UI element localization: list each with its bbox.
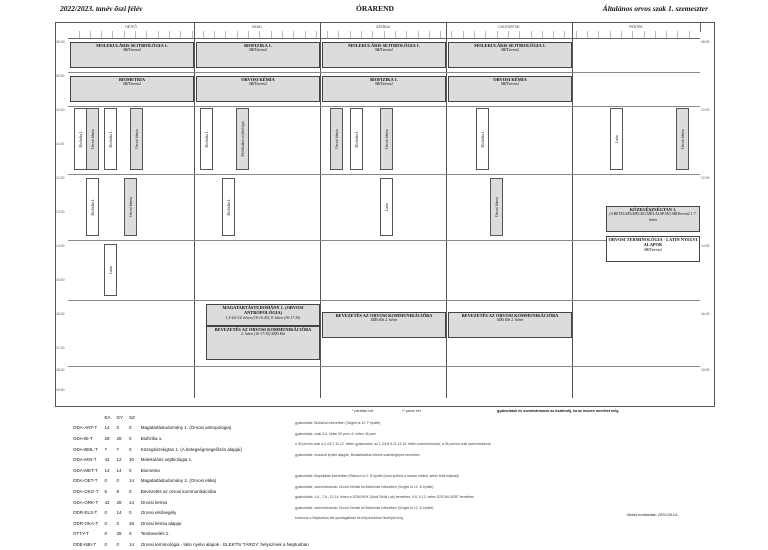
practice-cell[interactable]: Latin (380, 178, 393, 236)
lecture-block[interactable]: MAGATARTÁSTUDOMÁNY 1. (ORVOSI ANTROPOLÓGIA) 1,3-4,6-14. héten (16-16:45), 8. héten (16-17:30) (206, 304, 320, 326)
practice-cell[interactable]: Biofizika 1. (200, 108, 213, 170)
time-label: 16:00 (701, 312, 710, 316)
time-label: 18:00 (701, 368, 710, 372)
time-label: 14:00 (56, 244, 65, 248)
table-row: OTTY-T 0 28 0 Testnevelés 1. (73, 531, 170, 537)
practice-cell[interactable]: Biofizika 1. (86, 178, 99, 236)
practice-cell[interactable]: Orvosi kémia (130, 108, 143, 170)
time-label: 15:00 (56, 278, 65, 282)
time-label: 18:00 (56, 368, 65, 372)
col-head-ea: EA (104, 414, 111, 420)
day-header-monday: HÉTFŐ (68, 23, 195, 32)
note-line: gyakorlatok: 1-6., 7-8., 13-14. héten a SZIM MSK (Modl Skills Lab) termében, 9-6, 9-12. héten SZIGIM-GEBT termében (295, 495, 475, 500)
practice-cell[interactable]: Biofizika 1. (350, 108, 363, 170)
note-line (295, 460, 491, 471)
time-label: 17:00 (56, 346, 65, 350)
hour-line (68, 300, 700, 301)
practice-cell[interactable]: Molekuláris sejtbiológia (236, 108, 249, 170)
lecture-block[interactable]: BEVEZETÉS AZ ORVOSI KOMMUNIKÁCIÓBA SZEt Ebt 2. héten (448, 312, 572, 338)
practice-cell[interactable]: Orvosi kémia (490, 178, 503, 236)
program-title: Általános orvos szak 1. szemeszter (602, 4, 708, 13)
lecture-block[interactable]: BIOFIZIKA 1. SBITterem2 (196, 42, 320, 68)
time-label: 12:00 (56, 176, 65, 180)
lecture-block[interactable]: BIOMETRIA SBITterem2 (70, 76, 194, 102)
table-row: ODR-OKA-T 0 0 28 Orvosi kémia alapjai (73, 520, 182, 526)
day-header-tuesday: KEDD (194, 23, 321, 32)
note-line: kurzusok a Neptunban lett sportágakban és időpontokban hirdetjük meg (295, 516, 404, 521)
note-line: gyakorlatok: elosztott épület alapján, Biostatisztikai Intézet számítógépes termében (295, 452, 420, 457)
practice-cell[interactable]: Orvosi kémia (124, 178, 137, 236)
practice-cell[interactable]: Orvosi kémia (86, 108, 99, 170)
practice-cell[interactable]: Orvosi kémia (380, 108, 393, 170)
practice-cell[interactable]: Biofizika 1. (222, 178, 235, 236)
time-label: 08:00 (56, 40, 65, 44)
lecture-block[interactable]: ORVOSI KÉMIA SBITterem2 (196, 76, 320, 102)
time-label: 09:00 (56, 74, 65, 78)
lecture-block[interactable]: ORVOSI TERMINOLÓGIA - LATIN NYELVI ALAPOK SBITterem2 (606, 236, 700, 262)
time-label: 08:00 (701, 40, 710, 44)
col-head-gy: GY (116, 414, 124, 420)
time-column-left (55, 38, 68, 398)
lecture-block[interactable]: KÖZEGÉSZSÉGTAN 1. (A BETEGSÉGMEGELŐZÉS ALAPJAI) SBITterem2 1-7. héten (606, 206, 700, 232)
time-label: 19:00 (56, 388, 65, 392)
hour-line (68, 366, 700, 367)
note-line: a 90 perces órák a 2,4,6,7,10,12. héten gyakorlatok, az 1,3,5,8,9,11,13,14. héten szemináriumok, a 45 perces órák szemináriumok (295, 442, 491, 447)
course-table (70, 412, 312, 550)
day-header-friday: PÉNTEK (572, 23, 701, 32)
col-head-sz: SZ (129, 414, 135, 420)
note-line: gyakorlatok: Biofizikai Intézetben (Szigeti út 12. F épület) (295, 421, 381, 425)
table-row: ODR-ELS-T 0 14 0 Orvosi elsősegély (73, 510, 177, 516)
time-label: 10:00 (56, 108, 65, 112)
time-label: 14:00 (701, 244, 710, 248)
lecture-block[interactable]: MOLEKULÁRIS SEJTBIOLÓGIA 1. SBITterem2 (322, 42, 446, 68)
table-row: ODA-BML-T 7 7 0 Közegészségtan 1. (A betegségmegelőzés alapjai) (73, 446, 242, 452)
practice-cell[interactable]: Biofizika 1. (476, 108, 489, 170)
practice-cell[interactable]: Orvosi kémia (330, 108, 343, 170)
day-header-thursday: CSÜTÖRTÖK (446, 23, 573, 32)
note-line: gyakorlatok, szemináriumok: Orvosi Kémiai és Biokémiai Intézetben (Szigeti út 12. D épület) (295, 484, 434, 489)
table-row: ODA-BI-T 28 28 0 Biofizika 1. (73, 435, 163, 441)
practice-cell[interactable]: Orvosi kémia (676, 108, 689, 170)
table-row: ODA-ORK-T 42 28 14 Orvosi kémia (73, 499, 168, 505)
hour-line (68, 72, 700, 73)
time-column-right (700, 38, 713, 398)
lecture-block[interactable]: BIOFIZIKA 1. SBITterem2 (322, 76, 446, 102)
time-label: 16:00 (56, 312, 65, 316)
semester-title: 2022/2023. tanév őszi félév (60, 4, 143, 13)
practice-cell[interactable]: Latin (104, 244, 117, 296)
legend-odd-week: * páratlan hét (352, 409, 374, 413)
note-line: gyakorlatok: csak 3-5. héten 90 perc, 6. héten 45 perc (295, 431, 377, 436)
lecture-block[interactable]: BEVEZETÉS AZ ORVOSI KOMMUNIKÁCIÓBA SZEt Ebt 2. héten (322, 312, 446, 338)
hour-line (68, 174, 700, 175)
course-notes (295, 418, 491, 524)
last-modified: Utolsó módosítás: 2022.09.14. (626, 513, 678, 517)
table-row: ODA-OKG-T 6 8 0 Bevezetés az orvosi kommunikációba (73, 488, 217, 494)
time-label: 13:00 (56, 210, 65, 214)
time-label: 12:00 (701, 176, 710, 180)
table-row: ODA-OET-T 0 0 14 Magatartástudomány 2. (Orvosi etika) (73, 478, 217, 484)
schedule-title: ÓRAREND (356, 4, 394, 13)
legend-even-week: ** páros hét (402, 409, 421, 413)
time-label: 11:00 (56, 142, 65, 146)
note-line: gyakorlatok, szemináriumok: Orvosi Kémiai és Biokémiai Intézetben (Szigeti út 12. D épület) (295, 505, 434, 510)
day-divider (320, 23, 321, 398)
practice-cell[interactable]: Latin (610, 108, 623, 170)
practice-cell[interactable]: Biofizika 1. (104, 108, 117, 170)
lecture-block[interactable]: ORVOSI KÉMIA SBITterem2 (448, 76, 572, 102)
footer-note: gyakorlatok és szemináriumok az ösztöndíj, ha az összes meríthet még (497, 409, 619, 413)
practice-cell[interactable]: Biofizika 1. (74, 108, 87, 170)
note-line: gyakorlatok: Alapellátás Intézetben (Rákóczi út 2. B épület (utcai épület) a mozaó melleti, adver földi bejárat)) (295, 473, 459, 478)
lecture-block[interactable]: BEVEZETÉS AZ ORVOSI KOMMUNIKÁCIÓBA 2. héten (16-17:30) SZEt Ebt (206, 326, 320, 360)
group-header-row (68, 31, 700, 39)
hour-line (68, 106, 700, 107)
lecture-block[interactable]: MOLEKULÁRIS SEJTBIOLÓGIA 1. SBITterem2 (70, 42, 194, 68)
table-row: ODA-ANT-T 14 0 0 Magatartástudomány 1. (Orvosi antropológia) (73, 425, 232, 431)
day-divider (446, 23, 447, 398)
table-header-row (70, 412, 312, 423)
day-divider (194, 23, 195, 398)
time-label: 10:00 (701, 108, 710, 112)
table-row: ODA-MET-T 14 14 0 Biometria (73, 467, 160, 473)
lecture-block[interactable]: MOLEKULÁRIS SEJTBIOLÓGIA 1. SBITterem2 (448, 42, 572, 68)
table-row: ODE-NBI-T 0 0 14 Orvosi terminológia - latin nyelvi alapok - ELEKTÍV TÁRGY: helyszínek a Neptunban (73, 541, 309, 547)
table-row: ODA-MSI-T 42 12 30 Molekuláris sejtbiológia 1. (73, 457, 193, 463)
day-divider (572, 23, 573, 398)
day-header-wednesday: SZERDA (320, 23, 447, 32)
